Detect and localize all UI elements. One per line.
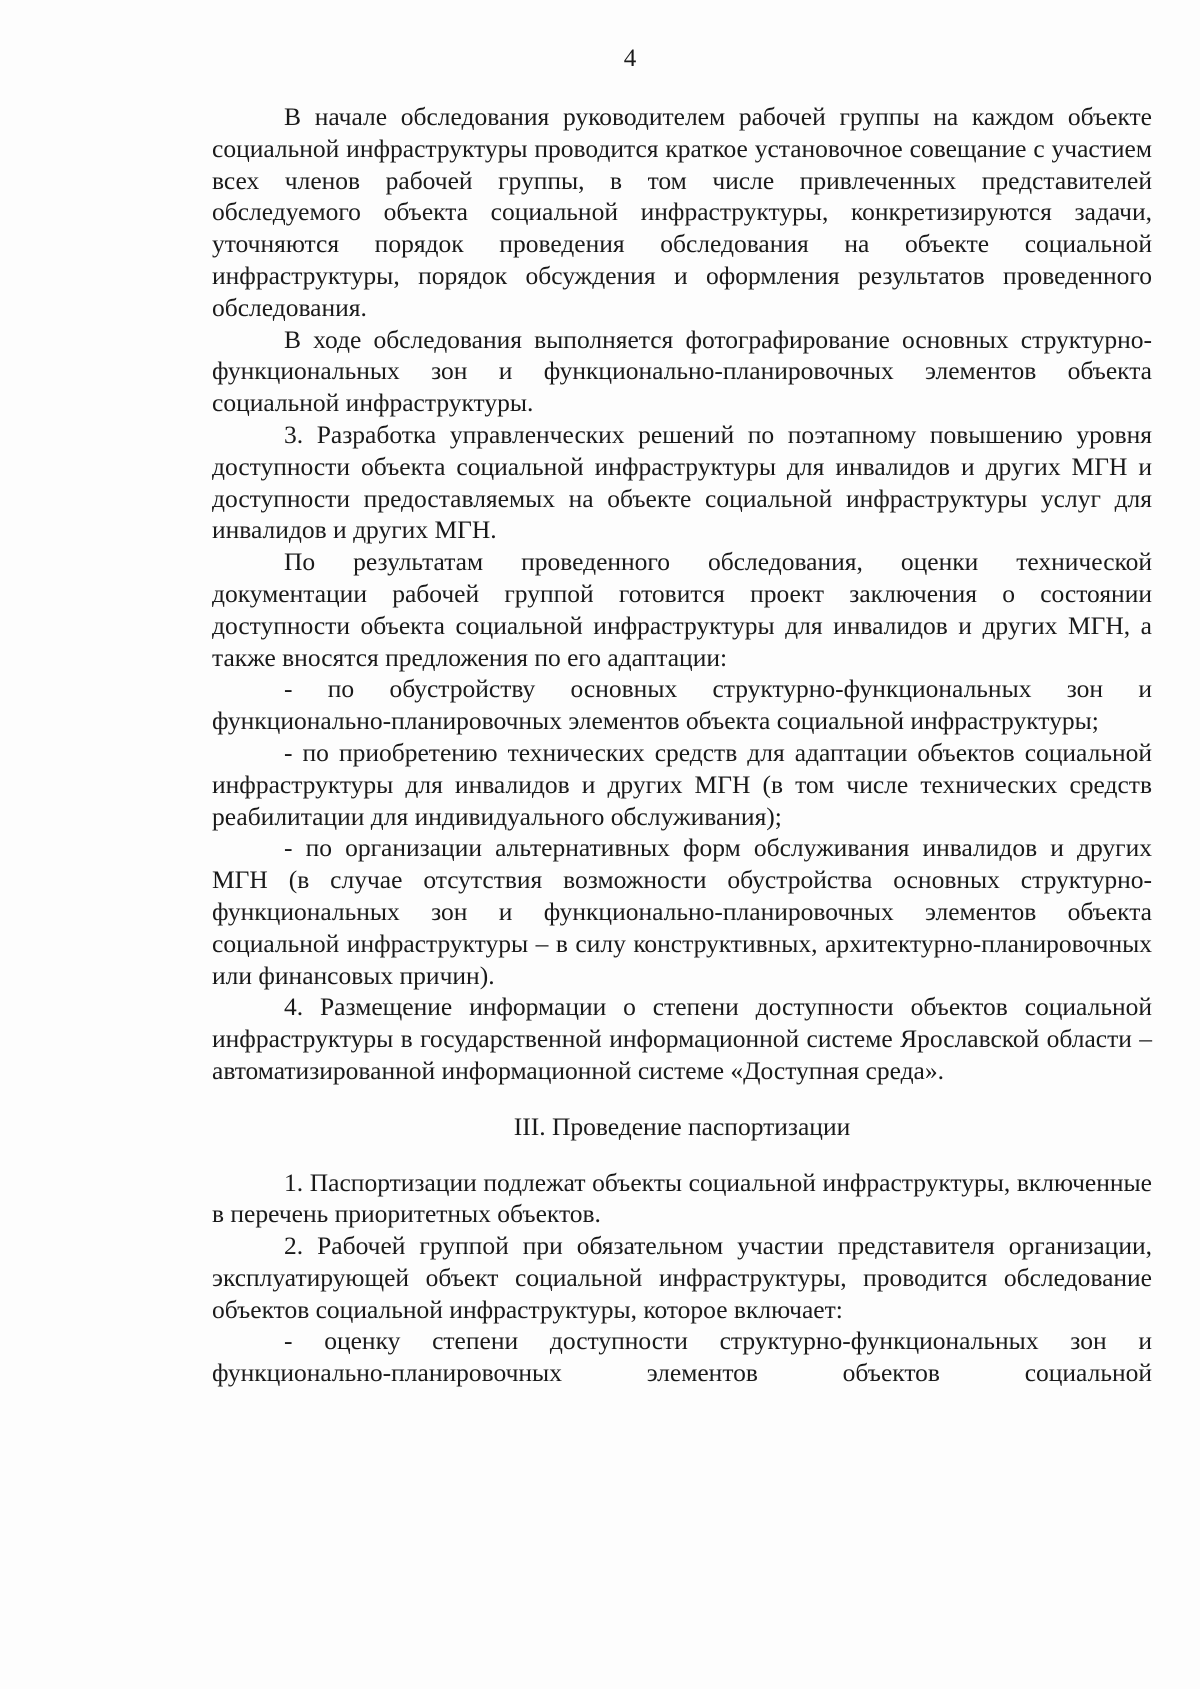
paragraph-passportization-subjects: 1. Паспортизации подлежат объекты социальной инфраструктуры, включенные в перечень приоритетных объектов. <box>212 1167 1152 1229</box>
list-item-accessibility-assessment: - оценку степени доступности структурно-функциональных зон и функционально-планировочных элементов объектов социальной <box>212 1326 1152 1388</box>
paragraph-photography: В ходе обследования выполняется фотографирование основных структурно-функциональных зон и функционально-планировочных элементов объекта социальной инфраструктуры. <box>212 324 1152 418</box>
page-number: 4 <box>623 45 637 72</box>
paragraph-working-group-survey: 2. Рабочей группой при обязательном участии представителя организации, эксплуатирующей объект социальной инфраструктуры, проводится обследование объектов социальной инфраструктуры, которое включает: <box>212 1231 1152 1324</box>
paragraph-management-decisions: 3. Разработка управленческих решений по поэтапному повышению уровня доступности объекта социальной инфраструктуры для инвалидов и других МГН и доступности предоставляемых на объекте социальной инфраструктуры услуг для инвалидов и других МГН. <box>212 419 1152 545</box>
list-item-alternative-service: - по организации альтернативных форм обслуживания инвалидов и других МГН (в случае отсутствия возможности обустройства основных структурно-функциональных зон и функционально-планировочных элементов объекта социальной инфраструктуры – в силу конструктивных, архитектурно-планировочных или финансовых причин). <box>212 833 1152 990</box>
paragraph-information-placement: 4. Размещение информации о степени доступности объектов социальной инфраструктуры в государственной информационной системе Ярославской области – автоматизированной информационной системе «Доступная среда». <box>212 992 1152 1085</box>
paragraph-survey-results: По результатам проведенного обследования, оценки технической документации рабочей группой готовится проект заключения о состоянии доступности объекта социальной инфраструктуры для инвалидов и других МГН, а также вносятся предложения по его адаптации: <box>212 547 1152 672</box>
paragraph-briefing: В начале обследования руководителем рабочей группы на каждом объекте социальной инфраструктуры проводится краткое установочное совещание с участием всех членов рабочей группы, в том числе привлеченных представителей обследуемого объекта социальной инфраструктуры, конкретизируются задачи, уточняются порядок проведения обследования на объекте социальной инфраструктуры, порядок обсуждения и оформления результатов проведенного обследования. <box>212 102 1152 322</box>
section-heading: III. Проведение паспортизации <box>513 1111 851 1141</box>
list-item-technical-means: - по приобретению технических средств для адаптации объектов социальной инфраструктуры для инвалидов и других МГН (в том числе технических средств реабилитации для индивидуального обслуживания); <box>212 737 1152 831</box>
list-item-arrangement: - по обустройству основных структурно-функциональных зон и функционально-планировочных элементов объекта социальной инфраструктуры; <box>212 674 1152 736</box>
document-body <box>212 101 1152 1389</box>
